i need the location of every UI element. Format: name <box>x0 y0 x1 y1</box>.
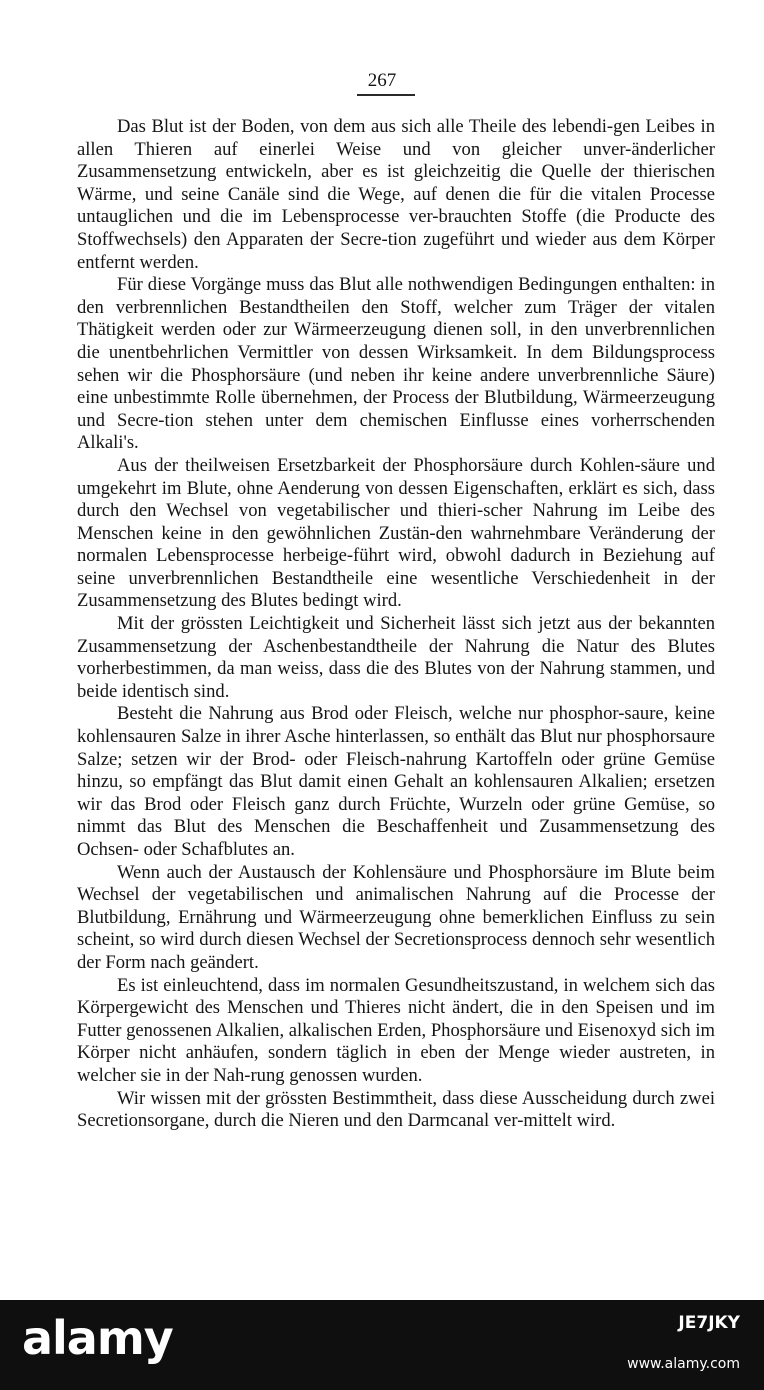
paragraph: Aus der theilweisen Ersetzbarkeit der Phosphorsäure durch Kohlen-säure und umgekehrt im Blute, ohne Aenderung von dessen Eigenschaften, erklärt es sich, dass durch den Wechsel von vegetabilischer und thieri-scher Nahrung im Leibe des Menschen keine in den gewöhnlichen Zustän-den wahrnehmbare Veränderung der normalen Lebensprocesse herbeige-führt wird, obwohl dadurch in Beziehung auf seine unverbrennlichen Bestandtheile eine wesentliche Verschiedenheit in der Zusammensetzung des Blutes bedingt wird. <box>77 454 715 612</box>
site-url: www.alamy.com <box>627 1356 740 1372</box>
paragraph: Mit der grössten Leichtigkeit und Sicherheit lässt sich jetzt aus der bekannten Zusammensetzung der Aschenbestandtheile der Nahrung die Natur des Blutes vorherbestimmen, da man weiss, dass die des Blutes von der Nahrung stammen, und beide identisch sind. <box>77 613 715 702</box>
alamy-logo: alamy <box>22 1311 173 1365</box>
paragraph: Es ist einleuchtend, dass im normalen Gesundheitszustand, in welchem sich das Körpergewicht des Menschen und Thieres nicht ändert, die in den Speisen und im Futter genossenen Alkalien, alkalischen Erden, Phosphorsäure und Eisenoxyd sich im Körper nicht anhäufen, sondern täglich in eben der Menge wieder austreten, in welcher sie in der Nah-rung genossen wurden. <box>77 974 715 1086</box>
text-body <box>77 116 715 1133</box>
paragraph: Wir wissen mit der grössten Bestimmtheit, dass diese Ausscheidung durch zwei Secretionsorgane, durch die Nieren und den Darmcanal ver-mittelt wird. <box>77 1087 715 1132</box>
paragraph: Das Blut ist der Boden, von dem aus sich alle Theile des lebendi-gen Leibes in allen Thieren auf einerlei Weise und von gleicher unver-änderlicher Zusammensetzung entwickeln, aber es ist gleichzeitig die Quelle der thierischen Wärme, und seine Canäle sind die Wege, auf denen die für die vitalen Processe untauglichen und die im Lebensprocesse ver-brauchten Stoffe (die Producte des Stoffwechsels) den Apparaten der Secre-tion zugeführt und wieder aus dem Körper entfernt werden. <box>77 116 715 273</box>
page-number-rule <box>357 94 415 96</box>
image-id: JE7JKY <box>678 1313 740 1333</box>
paragraph: Wenn auch der Austausch der Kohlensäure und Phosphorsäure im Blute beim Wechsel der vegetabilischen und animalischen Nahrung auf die Processe der Blutbildung, Ernährung und Wärmeerzeugung ohne bemerklichen Einfluss zu sein scheint, so wird durch diesen Wechsel der Secretionsprocess dennoch sehr wesentlich der Form nach geändert. <box>77 861 715 973</box>
paragraph: Für diese Vorgänge muss das Blut alle nothwendigen Bedingungen enthalten: in den verbrennlichen Bestandtheilen den Stoff, welcher zum Träger der vitalen Thätigkeit werden oder zur Wärmeerzeugung dienen soll, in den unverbrennlichen die unentbehrlichen Vermittler von dessen Wirksamkeit. In dem Bildungsprocess sehen wir die Phosphorsäure (und neben ihr keine andere unverbrennliche Säure) eine unbestimmte Rolle übernehmen, der Process der Blutbildung, Wärmeerzeugung und Secre-tion stehen unter dem chemischen Einflusse eines vorherrschenden Alkali's. <box>77 274 715 454</box>
paragraph: Besteht die Nahrung aus Brod oder Fleisch, welche nur phosphor-saure, keine kohlensauren Salze in ihrer Asche hinterlassen, so enthält das Blut nur phosphorsaure Salze; setzen wir der Brod- oder Fleisch-nahrung Kartoffeln oder grüne Gemüse hinzu, so empfängt das Blut damit einen Gehalt an kohlensauren Alkalien; ersetzen wir das Brod oder Fleisch ganz durch Früchte, Wurzeln oder grüne Gemüse, so nimmt das Blut des Menschen die Beschaffenheit und Zusammensetzung des Ochsen- oder Schafblutes an. <box>77 703 715 860</box>
page-number: 267 <box>367 70 397 91</box>
